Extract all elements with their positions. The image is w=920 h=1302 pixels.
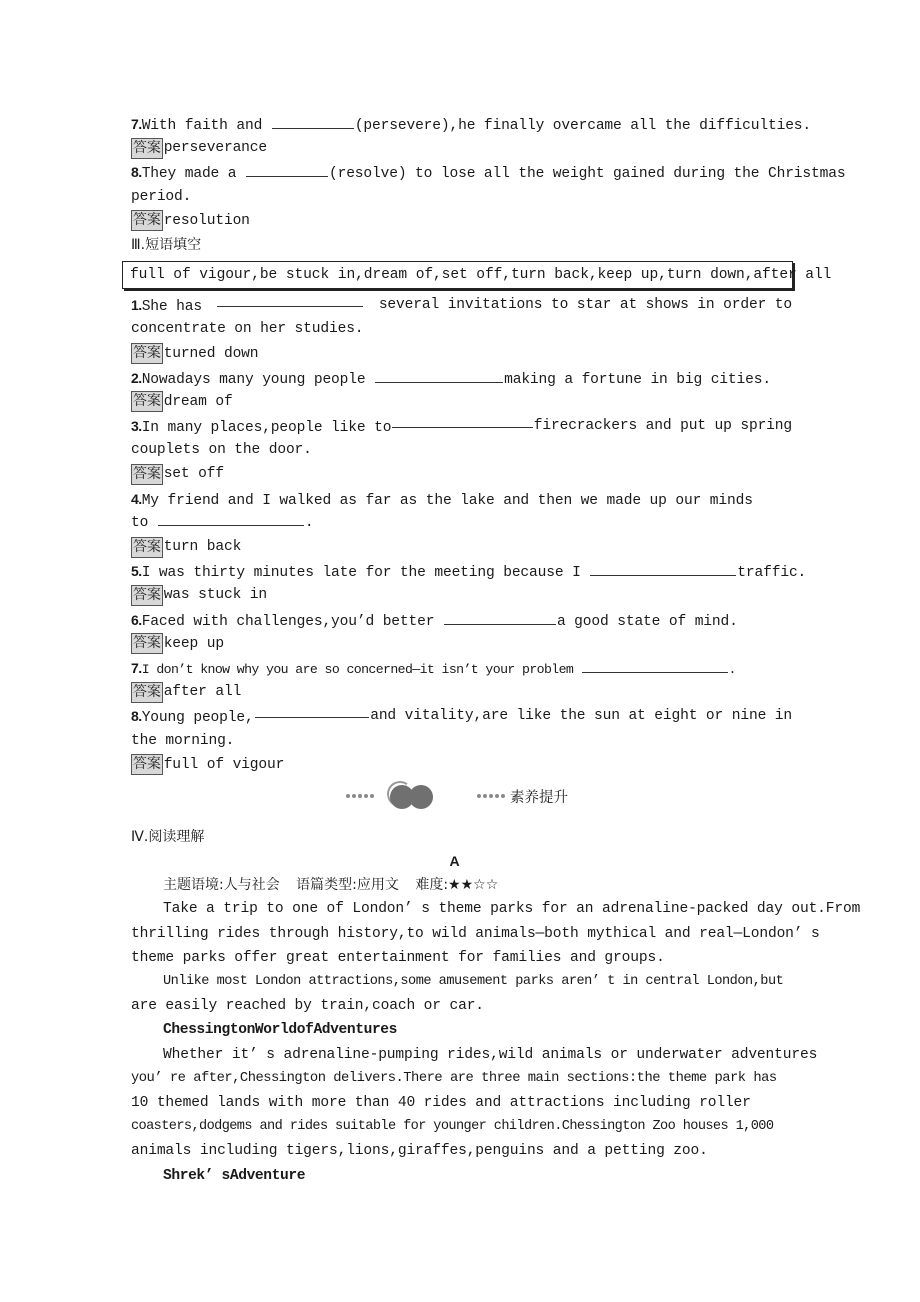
answer-text: full of vigour xyxy=(163,756,285,773)
answer-text: turn back xyxy=(163,539,242,555)
answer-row xyxy=(131,680,792,704)
question-number: 4. xyxy=(131,490,142,507)
fill-blank xyxy=(375,369,503,383)
answer-badge: 答案 xyxy=(131,682,163,703)
answer-badge: 答案 xyxy=(131,343,163,364)
answer-text: keep up xyxy=(163,635,224,652)
answer-row xyxy=(131,209,792,233)
answer-badge: 答案 xyxy=(131,210,163,231)
question-7-word-form: 7.With faith and (persevere),he finally overcame all the difficulties. xyxy=(131,116,812,134)
fill-blank xyxy=(272,115,354,129)
passage-letter: A xyxy=(449,853,460,870)
text-genre: 语篇类型:应用文 xyxy=(296,877,399,894)
question-number: 2. xyxy=(131,369,142,386)
section-divider xyxy=(346,781,586,811)
phrase-question-5: 5.I was thirty minutes late for the meeting because I traffic. xyxy=(131,563,807,582)
question-number: 8. xyxy=(131,164,142,181)
divider-label: 素养提升 xyxy=(510,790,568,806)
answer-row xyxy=(131,342,792,366)
answer-text: after all xyxy=(163,684,242,701)
answer-badge: 答案 xyxy=(131,138,163,159)
answer-text: dream of xyxy=(163,393,233,410)
subheading-chessington: ChessingtonWorldofAdventures xyxy=(163,1022,398,1039)
question-continuation: period. xyxy=(131,188,192,205)
answer-row xyxy=(131,632,792,656)
fill-blank xyxy=(255,704,370,718)
fill-blank xyxy=(444,611,556,625)
fill-blank xyxy=(217,293,363,307)
answer-row xyxy=(131,583,792,607)
question-number: 6. xyxy=(131,611,142,628)
passage-meta xyxy=(131,873,792,897)
answer-text: resolution xyxy=(163,212,250,229)
question-number: 5. xyxy=(131,563,142,580)
fill-blank xyxy=(158,512,304,526)
answer-badge: 答案 xyxy=(131,633,163,654)
fill-blank xyxy=(392,414,532,428)
phrase-question-1: 1.She has several invitations to star at shows in order to xyxy=(131,293,792,317)
fill-blank xyxy=(582,659,728,673)
phrase-question-8: 8.Young people, and vitality,are like the sun at eight or nine in xyxy=(131,704,792,728)
answer-badge: 答案 xyxy=(131,754,163,775)
fill-blank xyxy=(246,163,328,177)
question-continuation: couplets on the door. xyxy=(131,442,312,459)
section-4-title: Ⅳ.阅读理解 xyxy=(131,828,205,845)
paragraph-1: Take a trip to one of London’ s theme parks for an adrenaline-packed day out.From thrilling rides through history,to wild animals—both mythical and real—London’ s theme parks offer great entertainment for families and groups. xyxy=(131,901,861,966)
answer-badge: 答案 xyxy=(131,537,163,558)
phrase-question-4: 4.My friend and I walked as far as the lake and then we made up our minds xyxy=(131,490,753,509)
answer-row xyxy=(131,753,792,777)
theme-context: 主题语境:人与社会 xyxy=(163,877,280,894)
circle-icon-right xyxy=(409,785,433,809)
answer-badge: 答案 xyxy=(131,585,163,606)
phrase-question-6: 6.Faced with challenges,you’d better a good state of mind. xyxy=(131,611,738,630)
answer-row xyxy=(131,535,792,559)
question-continuation: concentrate on her studies. xyxy=(131,321,364,338)
question-number: 1. xyxy=(131,297,142,314)
paragraph-3: Whether it’ s adrenaline-pumping rides,wild animals or underwater adventures you’ re after,Chessington delivers.There are three main sections:the theme park has 10 themed lands with more than 40 rides and attractions including roller coasters,dodgems and rides suitable for younger children.Chessington Zoo houses 1,000 animals including tigers,lions,giraffes,penguins and a petting zoo. xyxy=(131,1046,818,1160)
answer-row xyxy=(131,136,792,160)
question-number: 8. xyxy=(131,708,142,725)
section-3-title: Ⅲ.短语填空 xyxy=(131,236,202,253)
answer-row xyxy=(131,390,792,414)
question-continuation: the morning. xyxy=(131,732,235,749)
question-8-word-form: 8.They made a (resolve) to lose all the weight gained during the Christmas xyxy=(131,164,846,183)
answer-text: set off xyxy=(163,466,224,483)
phrase-question-7: 7.I don’t know why you are so concerned—it isn’t your problem . xyxy=(131,659,736,677)
answer-row xyxy=(131,462,792,486)
dots-decoration-right xyxy=(477,794,505,798)
phrase-question-2: 2.Nowadays many young people making a fortune in big cities. xyxy=(131,369,771,388)
fill-blank xyxy=(590,562,736,576)
question-continuation: to . xyxy=(131,511,792,535)
phrase-question-3: 3.In many places,people like to firecrackers and put up spring xyxy=(131,414,792,438)
answer-badge: 答案 xyxy=(131,391,163,412)
question-number: 7. xyxy=(131,659,142,676)
subheading-shrek: Shrek’ sAdventure xyxy=(163,1167,306,1184)
answer-text: was stuck in xyxy=(163,587,267,604)
paragraph-2: Unlike most London attractions,some amusement parks aren’ t in central London,but are easily reached by train,coach or car. xyxy=(131,974,784,1015)
question-number: 7. xyxy=(131,116,142,132)
answer-badge: 答案 xyxy=(131,464,163,485)
phrase-word-box: full of vigour,be stuck in,dream of,set off,turn back,keep up,turn down,after all xyxy=(122,261,793,289)
answer-text: perseverance xyxy=(163,140,267,157)
answer-text: turned down xyxy=(163,345,259,362)
question-number: 3. xyxy=(131,418,142,435)
dots-decoration-left xyxy=(346,794,374,798)
difficulty-rating: 难度:★★☆☆ xyxy=(415,877,499,894)
